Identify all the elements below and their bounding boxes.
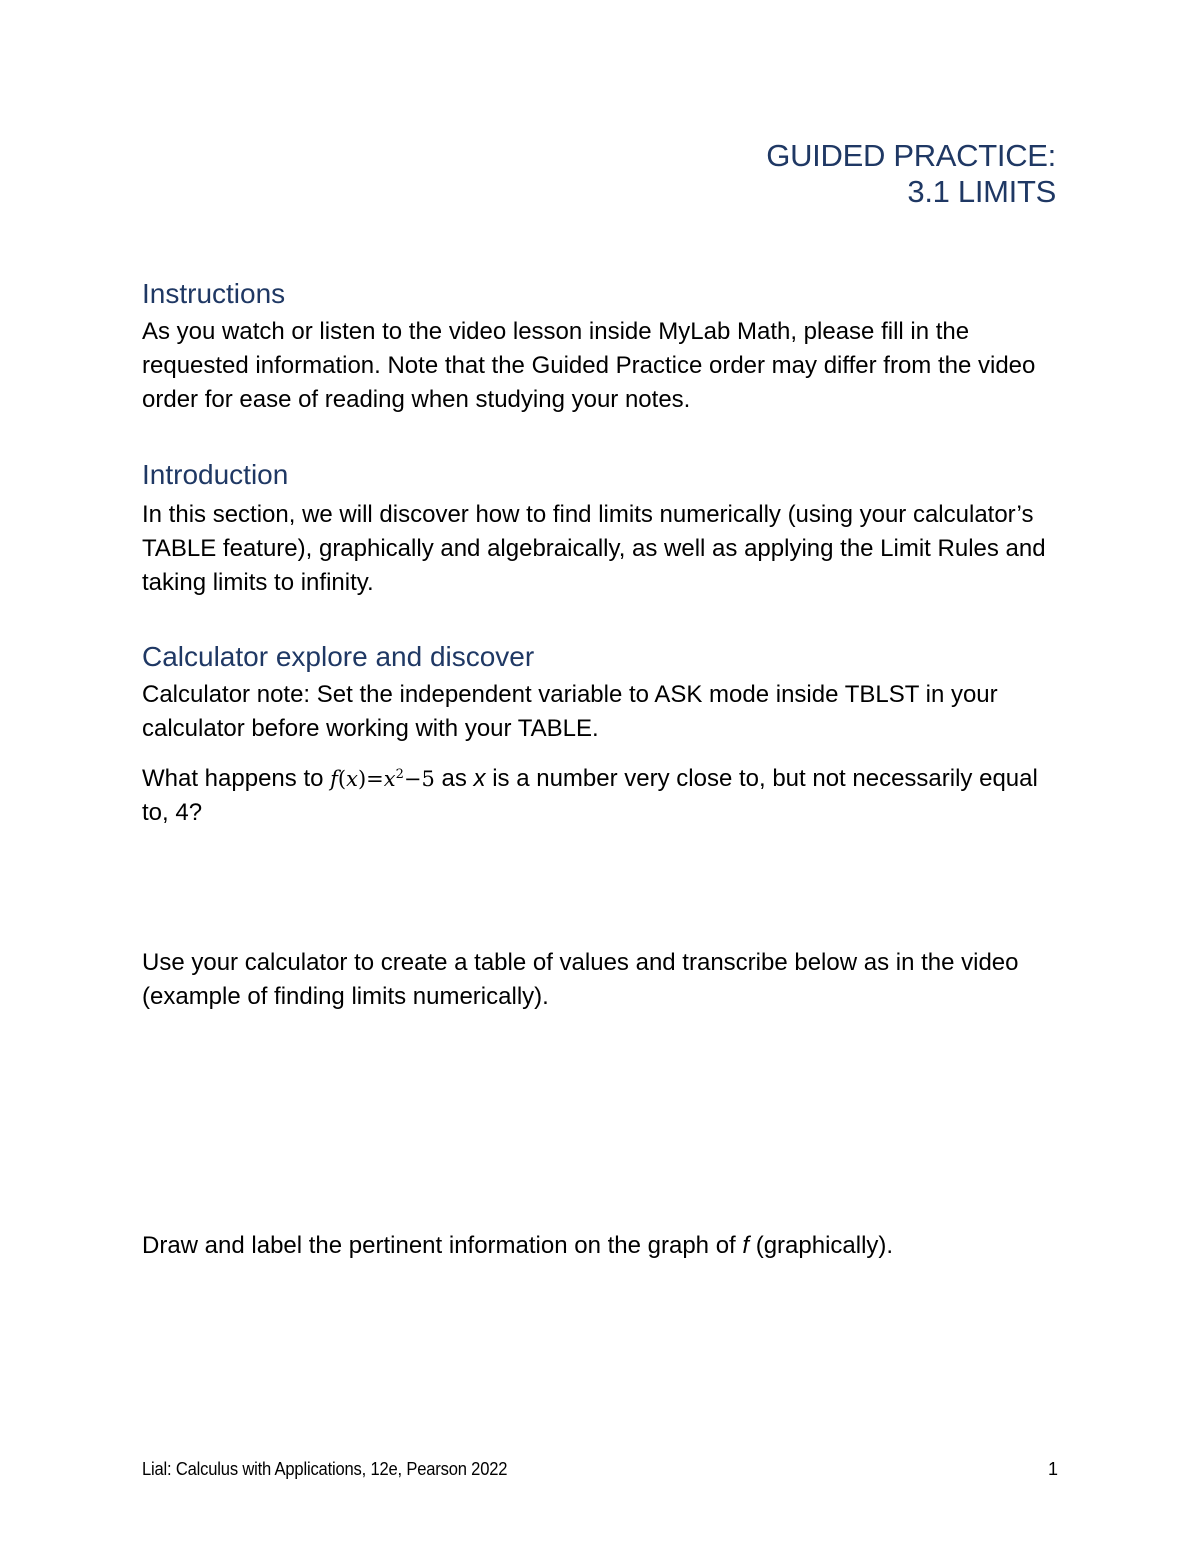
graph-prompt bbox=[142, 1229, 1062, 1263]
question-prefix: What happens to bbox=[142, 765, 331, 792]
calculator-heading: Calculator explore and discover bbox=[142, 641, 535, 672]
expr-x2: x bbox=[383, 767, 396, 791]
page-title-line1: GUIDED PRACTICE: bbox=[766, 138, 1056, 173]
instructions-heading: Instructions bbox=[142, 278, 286, 309]
expr-rest: −5 bbox=[403, 767, 435, 791]
page-title bbox=[766, 138, 1056, 210]
page-number: 1 bbox=[1047, 1459, 1058, 1479]
graph-prompt-prefix: Draw and label the pertinent information on the graph of bbox=[142, 1232, 743, 1259]
table-prompt: Use your calculator to create a table of values and transcribe below as in the video (example of finding limits numerically). bbox=[142, 949, 1019, 1010]
question-suffix: is a number very close to, but not necessarily equal to, 4? bbox=[142, 765, 1038, 826]
page-title-line2: 3.1 LIMITS bbox=[907, 174, 1056, 209]
expr-close: )= bbox=[357, 767, 384, 791]
expr-x: x bbox=[346, 767, 358, 791]
question-mid: as bbox=[434, 765, 474, 792]
instructions-body: As you watch or listen to the video lesson inside MyLab Math, please fill in the requested information. Note that the Guided Practice order may differ from the video order for ease of reading when studying your notes. bbox=[142, 318, 1036, 413]
graph-prompt-var: f bbox=[742, 1232, 750, 1259]
footer-citation: Lial: Calculus with Applications, 12e, Pearson 2022 bbox=[142, 1459, 508, 1479]
expr-exponent: 2 bbox=[395, 767, 404, 782]
graph-prompt-suffix: (graphically). bbox=[749, 1232, 894, 1259]
expr-open: ( bbox=[337, 767, 347, 791]
introduction-heading: Introduction bbox=[142, 459, 289, 490]
expr-f: f bbox=[330, 767, 338, 791]
calculator-note: Calculator note: Set the independent variable to ASK mode inside TBLST in your calculator before working with your TABLE. bbox=[142, 681, 998, 742]
introduction-body: In this section, we will discover how to find limits numerically (using your calculator’s TABLE feature), graphically and algebraically, as well as applying the Limit Rules and taking limits to infinity. bbox=[142, 501, 1046, 596]
question-var: x bbox=[473, 765, 486, 792]
limit-question bbox=[142, 762, 1062, 830]
function-expression bbox=[330, 767, 435, 791]
